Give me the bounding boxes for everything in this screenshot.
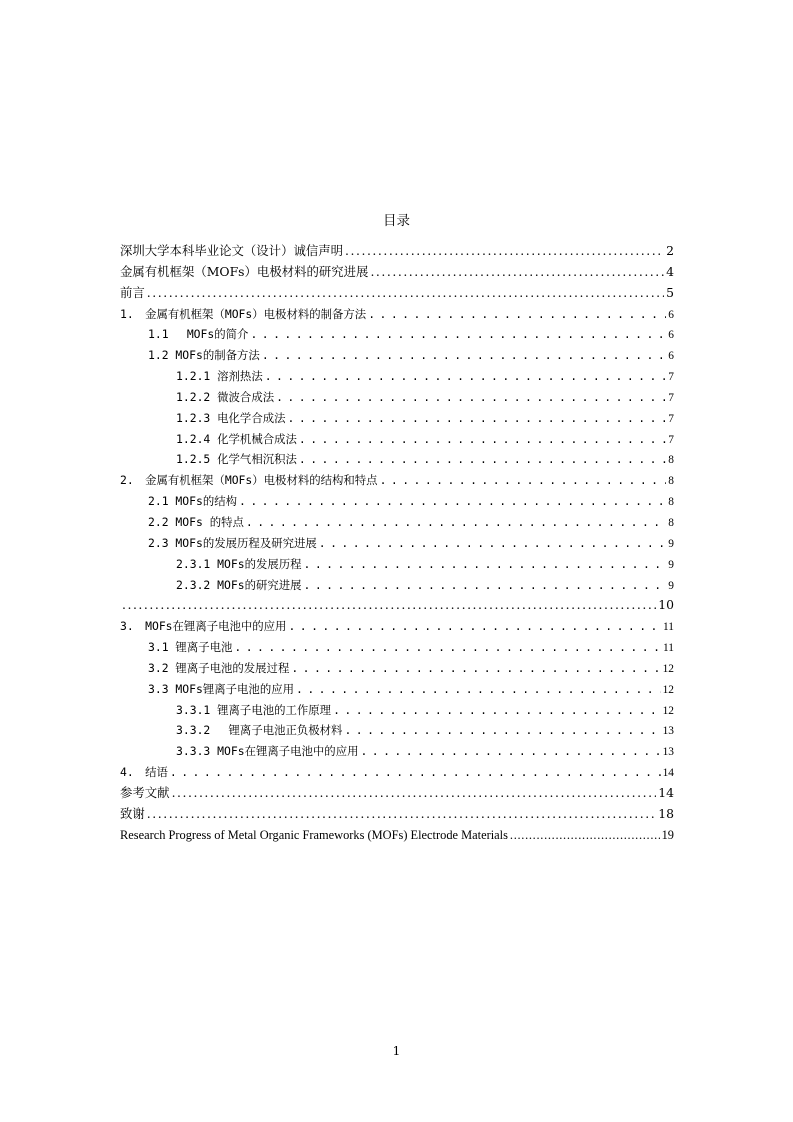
- toc-entry-english-title[interactable]: Research Progress of Metal Organic Frameworks (MOFs) Electrode Materials . . . 19: [120, 825, 674, 846]
- toc-entry-1-2[interactable]: 1.2 MOFs的制备方法 . . . 6: [120, 345, 674, 366]
- toc-entry-3-3-3[interactable]: 3.3.3 MOFs在锂离子电池中的应用 . . . 13: [120, 741, 674, 762]
- toc-entry-acknowledgements[interactable]: 致谢 . . . 18: [120, 804, 674, 825]
- table-of-contents: [120, 241, 674, 845]
- toc-entry-3-2[interactable]: 3.2 锂离子电池的发展过程 . . . 12: [120, 658, 674, 679]
- toc-entry-3-3-1[interactable]: 3.3.1 锂离子电池的工作原理 . . . 12: [120, 700, 674, 721]
- toc-entry-3-1[interactable]: 3.1 锂离子电池 . . . 11: [120, 637, 674, 658]
- toc-entry-chapter-2[interactable]: 2. 金属有机框架（MOFs）电极材料的结构和特点 . . . 8: [120, 470, 674, 491]
- toc-entry-chapter-4[interactable]: 4. 结语 . . . 14: [120, 762, 674, 783]
- toc-entry-chapter-3[interactable]: 3. MOFs在锂离子电池中的应用 . . . 11: [120, 616, 674, 637]
- page-number: 1: [392, 1044, 401, 1058]
- toc-entry-references[interactable]: 参考文献 . . . 14: [120, 783, 674, 804]
- toc-entry-1-1[interactable]: 1.1 MOFs的简介 . . . 6: [120, 324, 674, 345]
- toc-title: 目录: [383, 213, 410, 229]
- toc-entry-2-2[interactable]: 2.2 MOFs 的特点 . . . 8: [120, 512, 674, 533]
- toc-entry-1-2-3[interactable]: 1.2.3 电化学合成法 . . . 7: [120, 408, 674, 429]
- toc-entry-1-2-1[interactable]: 1.2.1 溶剂热法 . . . 7: [120, 366, 674, 387]
- toc-entry-1-2-2[interactable]: 1.2.2 微波合成法 . . . 7: [120, 387, 674, 408]
- toc-entry-chapter-1[interactable]: 1. 金属有机框架（MOFs）电极材料的制备方法 . . . 6: [120, 304, 674, 325]
- toc-entry-untitled[interactable]: . . . 10: [120, 595, 674, 616]
- toc-entry-2-1[interactable]: 2.1 MOFs的结构 . . . 8: [120, 491, 674, 512]
- toc-entry-preface[interactable]: 前言 . . . 5: [120, 283, 674, 304]
- toc-entry-chinese-title[interactable]: 金属有机框架（MOFs）电极材料的研究进展 . . . 4: [120, 262, 674, 283]
- toc-entry-1-2-5[interactable]: 1.2.5 化学气相沉积法 . . . 8: [120, 449, 674, 470]
- toc-entry-2-3-1[interactable]: 2.3.1 MOFs的发展历程 . . . 9: [120, 554, 674, 575]
- toc-entry-3-3[interactable]: 3.3 MOFs锂离子电池的应用 . . . 12: [120, 679, 674, 700]
- toc-entry-2-3[interactable]: 2.3 MOFs的发展历程及研究进展 . . . 9: [120, 533, 674, 554]
- toc-entry-1-2-4[interactable]: 1.2.4 化学机械合成法 . . . 7: [120, 429, 674, 450]
- toc-entry-2-3-2[interactable]: 2.3.2 MOFs的研究进展 . . . 9: [120, 575, 674, 596]
- toc-entry-3-3-2[interactable]: 3.3.2 锂离子电池正负极材料 . . . 13: [120, 720, 674, 741]
- toc-entry-integrity-statement[interactable]: 深圳大学本科毕业论文（设计）诚信声明 . . . 2: [120, 241, 674, 262]
